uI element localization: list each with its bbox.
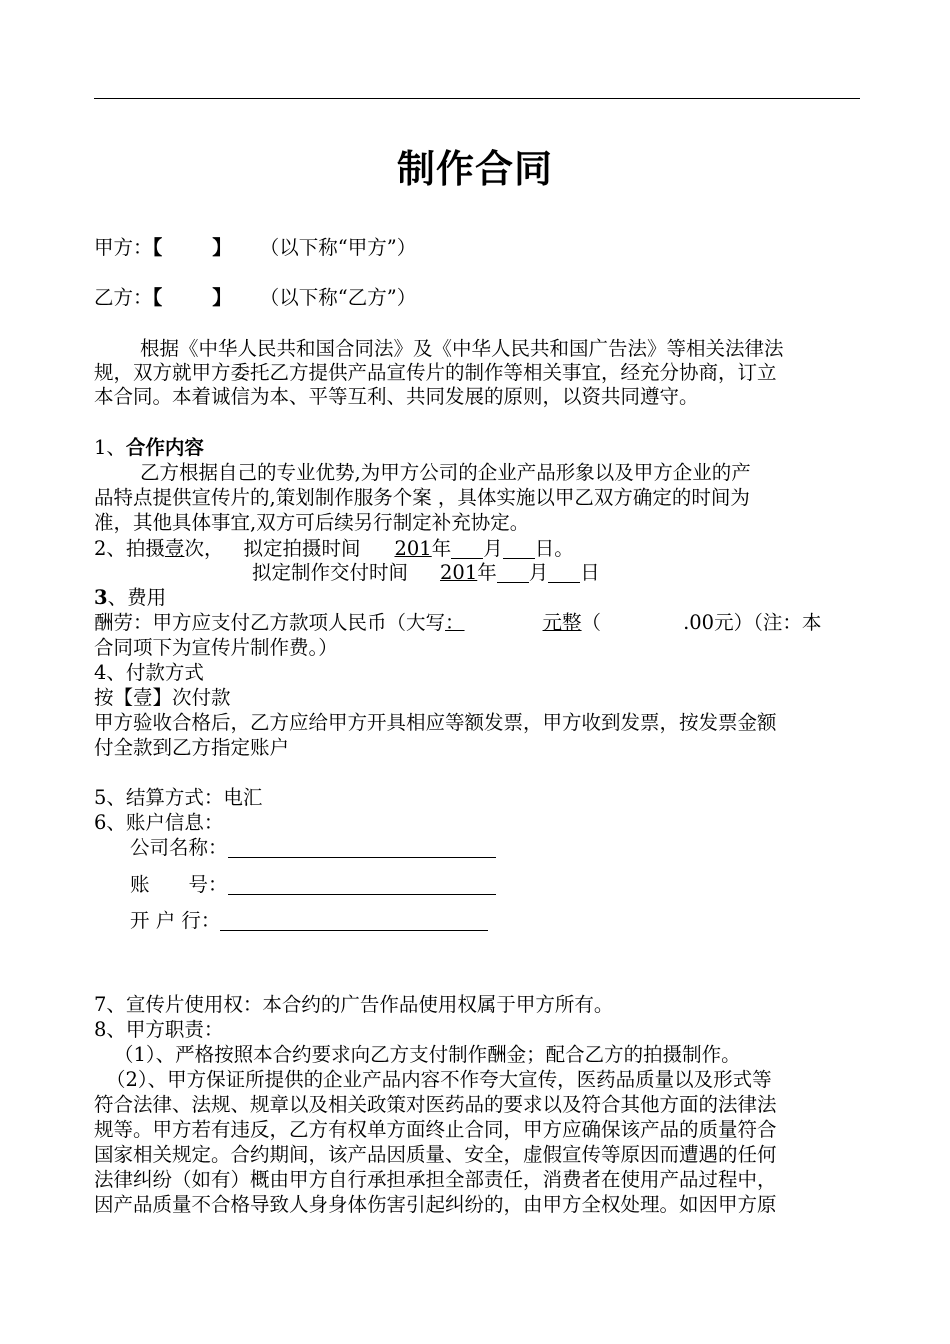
shoot-day-blank [503, 538, 535, 559]
party-a-bracket-close: 】 [212, 236, 232, 259]
section-4-heading: 4、付款方式 [94, 661, 204, 684]
shoot-count: 壹 [164, 537, 185, 560]
shoot-time-label: 拟定拍摄时间 [243, 537, 361, 560]
account-number-label: 账 号： [130, 873, 228, 896]
deliver-time-label: 拟定制作交付时间 [252, 561, 409, 584]
fee-amount-tail: .00元）（注：本 [683, 611, 822, 634]
section-4-line-3: 付全款到乙方指定账户 [94, 736, 290, 759]
section-2-line-2 [252, 561, 600, 585]
shoot-year-field [384, 537, 431, 560]
section-8-item-1: （1）、严格按照本合约要求向乙方支付制作酬金；配合乙方的拍摄制作。 [114, 1043, 741, 1066]
section-3-number: 3 [94, 586, 108, 609]
deliver-year-field [430, 561, 477, 584]
section-1-heading [94, 436, 204, 460]
section-1-line-1: 乙方根据自己的专业优势,为甲方公司的企业产品形象以及甲方企业的产 [140, 461, 751, 484]
section-8-item-2-line-1: （2）、甲方保证所提供的企业产品内容不作夸大宣传，医药品质量以及形式等 [106, 1068, 772, 1091]
section-1-title: 合作内容 [125, 436, 204, 459]
shoot-month-blank [451, 538, 483, 559]
section-1-number: 1、 [94, 436, 126, 459]
fee-paren-open: （ [581, 611, 602, 634]
party-b-bracket-close: 】 [212, 286, 232, 309]
section-2-label: 2、拍摄 [94, 537, 165, 560]
section-7-line: 7、宣传片使用权：本合约的广告作品使用权属于甲方所有。 [94, 993, 614, 1016]
month-char: 月 [528, 561, 549, 584]
account-number-row [130, 873, 496, 897]
page-title: 制作合同 [396, 146, 553, 191]
party-b-note: （以下称“乙方”） [259, 286, 417, 309]
bank-blank [220, 910, 488, 931]
party-a-note: （以下称“甲方”） [259, 236, 417, 259]
fee-yuan-zheng: 元整 [542, 611, 582, 634]
party-a-label: 甲方： [94, 236, 153, 259]
header-rule [94, 98, 860, 99]
intro-line-2: 规，双方就甲方委托乙方提供产品宣传片的制作等相关事宜，经充分协商，订立 [94, 361, 777, 384]
fee-text: 酬劳：甲方应支付乙方款项人民币（大写 [94, 611, 446, 634]
section-3-line-1 [94, 611, 821, 635]
section-8-item-2-line-4: 国家相关规定。合约期间，该产品因质量、安全，虚假宣传等原因而遭遇的任何 [94, 1143, 777, 1166]
section-1-line-3: 准，其他具体事宜,双方可后续另行制定补充协定。 [94, 511, 530, 534]
intro-line-1: 根据《中华人民共和国合同法》及《中华人民共和国广告法》等相关法律法 [140, 337, 784, 360]
section-8-item-2-line-3: 规等。甲方若有违反，乙方有权单方面终止合同，甲方应确保该产品的质量符合 [94, 1118, 777, 1141]
section-2-line-1 [94, 537, 574, 561]
section-4-line-2: 甲方验收合格后，乙方应给甲方开具相应等额发票，甲方收到发票，按发票金额 [94, 711, 777, 734]
section-8-item-2-line-6: 因产品质量不合格导致人身身体伤害引起纠纷的，由甲方全权处理。如因甲方原 [94, 1193, 777, 1216]
company-name-blank [228, 837, 496, 858]
day-char: 日 [534, 537, 555, 560]
party-a-line [94, 236, 416, 260]
year-char: 年 [431, 537, 452, 560]
section-3-heading [94, 586, 166, 610]
deliver-day-blank [548, 562, 580, 583]
party-a-bracket-open: 【 [152, 236, 163, 259]
company-name-row [130, 836, 496, 860]
party-b-line [94, 286, 416, 310]
section-6-heading: 6、账户信息： [94, 811, 224, 834]
year-char: 年 [477, 561, 497, 584]
month-char: 月 [483, 537, 503, 560]
intro-line-3: 本合同。本着诚信为本、平等互利、共同发展的原则，以资共同遵守。 [94, 385, 699, 408]
deliver-month-blank [497, 562, 529, 583]
section-2-suffix: 次， [184, 537, 224, 560]
party-b-label: 乙方： [94, 286, 153, 309]
section-8-item-2-line-5: 法律纠纷（如有）概由甲方自行承担承担全部责任，消费者在使用产品过程中， [94, 1168, 777, 1191]
section-8-heading: 8、甲方职责： [94, 1018, 224, 1041]
section-4-line-1: 按【壹】次付款 [94, 686, 231, 709]
section-1-line-2: 品特点提供宣传片的,策划制作服务个案 ，具体实施以甲乙双方确定的时间为 [94, 486, 750, 509]
section-3-title: 、费用 [107, 586, 167, 609]
party-b-bracket-open: 【 [152, 286, 163, 309]
section-8-item-2-line-2: 符合法律、法规、规章以及相关政策对医药品的要求以及符合其他方面的法律法 [94, 1093, 777, 1116]
account-number-blank [228, 874, 496, 895]
fee-colon: ： [445, 611, 465, 634]
fee-amount-words-field [445, 611, 582, 634]
company-name-label: 公司名称： [130, 836, 228, 859]
bank-label: 开 户 行： [130, 909, 221, 932]
deliver-year: 201 [440, 561, 478, 584]
shoot-year: 201 [394, 537, 432, 560]
bank-row [130, 909, 488, 933]
section-3-line-2: 合同项下为宣传片制作费。） [94, 636, 338, 659]
section-5-line: 5、结算方式：电汇 [94, 786, 263, 809]
period-char: 。 [554, 537, 574, 560]
day-char: 日 [580, 561, 600, 584]
